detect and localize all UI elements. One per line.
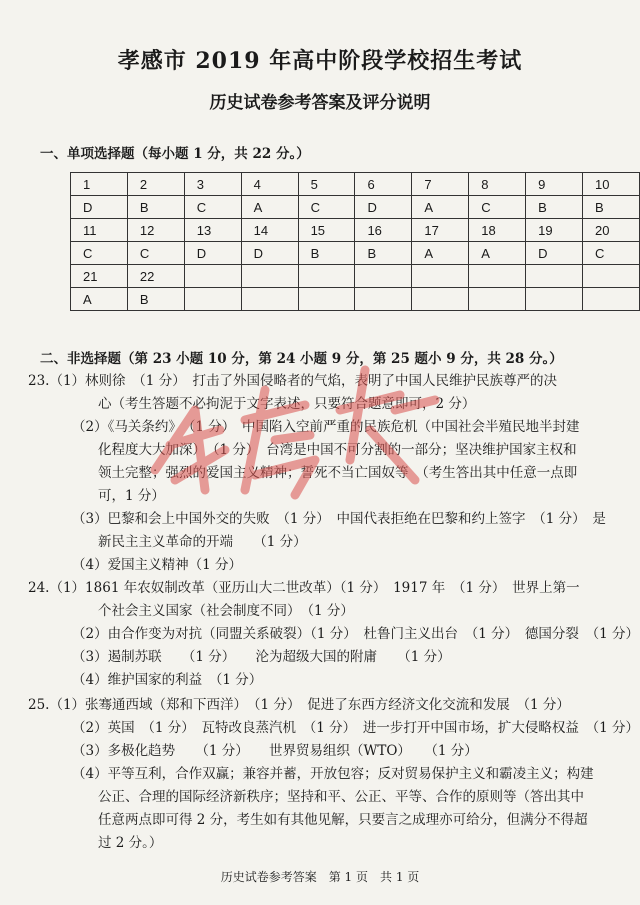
table-cell: 21 [71,265,128,288]
table-cell: 11 [71,219,128,242]
table-cell: D [355,196,412,219]
answer-line: （3）巴黎和会上中国外交的失败 （1 分） 中国代表拒绝在巴黎和约上签字 （1 分） 是 [72,511,606,527]
answer-line: 新民主主义革命的开端 （1 分） [98,534,307,550]
table-cell [355,265,412,288]
table-cell [412,265,469,288]
table-row [71,219,640,242]
table-cell: C [71,242,128,265]
table-cell: 18 [469,219,526,242]
table-cell: C [184,196,241,219]
answer-line: 领土完整；强烈的爱国主义精神；誓死不当亡国奴等 （考生答出其中任意一点即 [98,465,578,481]
table-cell: D [241,242,298,265]
answer-line: （2）英国 （1 分） 瓦特改良蒸汽机 （1 分） 进一步打开中国市场，扩大侵略权益 （1 分） [72,720,639,736]
table-cell: 19 [526,219,583,242]
table-cell: A [412,196,469,219]
table-cell [298,288,355,311]
table-cell [526,288,583,311]
answer-line: 23.（1）林则徐 （1 分） 打击了外国侵略者的气焰，表明了中国人民维护民族尊严的决 [28,373,557,389]
answer-line: 化程度大大加深） （1 分） 台湾是中国不可分割的一部分；坚决维护国家主权和 [98,442,577,458]
table-cell: 13 [184,219,241,242]
table-cell [412,288,469,311]
table-cell [184,265,241,288]
table-cell: 12 [127,219,184,242]
answer-line: （4）爱国主义精神（1 分） [72,557,242,573]
answer-line: 任意两点即可得 2 分，考生如有其他见解，只要言之成理亦可给分，但满分不得超 [98,812,588,828]
table-cell [184,288,241,311]
table-cell: 6 [355,173,412,196]
table-cell [469,265,526,288]
answer-line: （2）《马关条约》 （1 分） 中国陷入空前严重的民族危机（中国社会半殖民地半封建 [72,419,580,435]
table-cell: 7 [412,173,469,196]
section-one-heading: 一、单项选择题（每小题 1 分，共 22 分。） [40,146,310,162]
table-row [71,265,640,288]
table-cell: D [526,242,583,265]
answer-line: （2）由合作变为对抗（同盟关系破裂）（1 分） 杜鲁门主义出台 （1 分） 德国分裂 （1 分） [72,626,639,642]
table-cell: A [241,196,298,219]
table-row [71,196,640,219]
table-cell [298,265,355,288]
table-cell: B [355,242,412,265]
table-cell: C [583,242,640,265]
table-cell: 9 [526,173,583,196]
answer-line: （4）平等互利，合作双赢；兼容并蓄，开放包容；反对贸易保护主义和霸凌主义；构建 [72,766,594,782]
table-cell: A [71,288,128,311]
table-cell: B [583,196,640,219]
answer-line: 过 2 分。） [98,835,163,851]
answer-line: 公正、合理的国际经济新秩序；坚持和平、公正、平等、合作的原则等（答出其中 [98,789,584,805]
answer-line: （3）多极化趋势 （1 分） 世界贸易组织（WTO） （1 分） [72,743,478,759]
table-cell: 2 [127,173,184,196]
table-cell [241,265,298,288]
table-cell: B [298,242,355,265]
answer-line: 可，1 分） [98,488,165,504]
table-cell: 10 [583,173,640,196]
table-cell: C [127,242,184,265]
table-cell [583,288,640,311]
answer-line: 24.（1）1861 年农奴制改革（亚历山大二世改革）（1 分） 1917 年 （1 分） 世界上第一 [28,580,580,596]
table-cell: D [184,242,241,265]
table-cell: 3 [184,173,241,196]
answer-line: （3）遏制苏联 （1 分） 沦为超级大国的附庸 （1 分） [72,649,451,665]
table-cell [355,288,412,311]
table-cell: C [469,196,526,219]
table-cell: D [71,196,128,219]
table-cell: A [469,242,526,265]
answer-line: 个社会主义国家（社会制度不同） （1 分） [98,603,354,619]
table-cell: 4 [241,173,298,196]
table-cell: B [127,196,184,219]
table-row [71,288,640,311]
table-cell [583,265,640,288]
section-two-heading: 二、非选择题（第 23 小题 10 分，第 24 小题 9 分，第 25 题小 9 分，共 28 分。） [40,351,563,367]
table-cell: 20 [583,219,640,242]
table-cell: B [526,196,583,219]
table-cell: 17 [412,219,469,242]
table-cell: 16 [355,219,412,242]
answer-line: （4）维护国家的利益 （1 分） [72,672,263,688]
table-cell: 1 [71,173,128,196]
table-cell: C [298,196,355,219]
page-title: 孝感市 2019 年高中阶段学校招生考试 [117,48,523,74]
page-subtitle: 历史试卷参考答案及评分说明 [209,93,431,113]
answer-line: 心（考生答题不必拘泥于文字表述，只要符合题意即可，2 分） [98,396,476,412]
table-row [71,173,640,196]
answer-table [70,172,640,311]
table-cell: B [127,288,184,311]
page-footer: 历史试卷参考答案 第 1 页 共 1 页 [220,870,420,884]
table-cell: 14 [241,219,298,242]
table-cell: A [412,242,469,265]
table-cell [241,288,298,311]
table-cell [526,265,583,288]
table-cell [469,288,526,311]
table-cell: 15 [298,219,355,242]
table-cell: 5 [298,173,355,196]
table-row [71,242,640,265]
table-cell: 8 [469,173,526,196]
table-cell: 22 [127,265,184,288]
answer-line: 25.（1）张骞通西域（郑和下西洋） （1 分） 促进了东西方经济文化交流和发展 （1 分） [28,697,570,713]
